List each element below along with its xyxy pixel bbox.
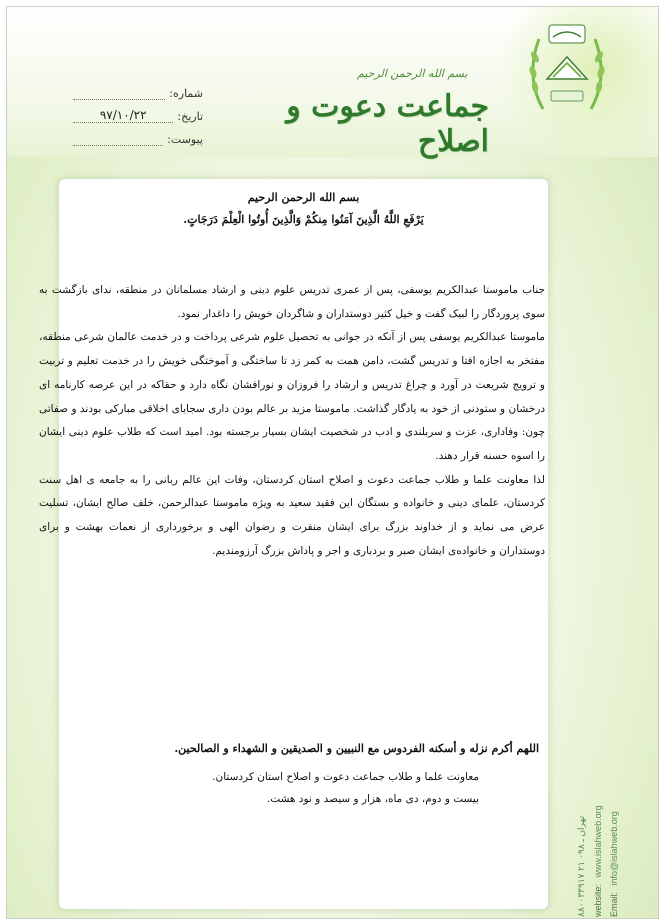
letter-date-words: بیست و دوم، دی ماه، هزار و سیصد و نود هشت. xyxy=(266,793,479,805)
letter-basmala: بسم الله الرحمن الرحیم xyxy=(247,191,360,204)
address-text: تهران ـ ۰۹۸ ۲۱ ۸۸۰۰۳۳۹۱۷ xyxy=(576,815,586,917)
attachment-label: پیوست: xyxy=(167,133,203,146)
organization-logo xyxy=(523,17,611,117)
date-row xyxy=(73,100,203,123)
number-value xyxy=(73,85,165,100)
letter-body xyxy=(39,279,545,563)
number-label: شماره: xyxy=(169,87,203,100)
body-paragraph: ماموستا عبدالکریم یوسفی پس از آنکه در جوانی به تحصیل علوم شرعی پرداخت و در خدمت عالمان شرعی منطقه، مفتخر به اجازه افتا و تدریس گشت، دامن همت به کمر زد تا ساختگی و آموختگی خویش را در خدمت تعلیم و تربیت و ترویج شریعت در آورد و چراغ تدریس و ارشاد را فروزان و نورافشان نگاه دارد و حقاکه در این عرصه کارنامه ای درخشان و ستودنی از خود به یادگار گذاشت. ماموستا مزید بر عالم بودن داری سجایای اخلاقی مبارکی بودند و صفاتی چون: وفاداری، عزت و سربلندی و ادب در شخصیت ایشان بسیار برجسته بود. امید است که طلاب علوم دینی ایشان را اسوه حسنه قرار دهند. xyxy=(39,331,545,462)
date-value: ۹۷/۱۰/۲۲ xyxy=(73,108,173,123)
letter-meta xyxy=(73,77,203,146)
contact-website xyxy=(593,805,603,917)
signature-line: معاونت علما و طلاب جماعت دعوت و اصلاح استان کردستان. xyxy=(212,771,479,783)
contact-email xyxy=(609,811,619,917)
website-link[interactable]: www.islahweb.org xyxy=(593,805,603,878)
email-link[interactable]: info@islahweb.org xyxy=(609,811,619,886)
attachment-value xyxy=(73,131,163,146)
body-paragraph: جناب ماموستا عبدالکریم یوسفی، پس از عمری تدریس علوم دینی و ارشاد مسلمانان در منطقه، ندای بازگشت به سوی پروردگار را لبیک گفت و خیل کثیر دوستداران و شاگردان خویش را داغدار نمود. xyxy=(39,284,545,320)
letterhead-page xyxy=(6,6,659,919)
header-basmala: بسم الله الرحمن الرحیم xyxy=(357,67,468,80)
closing-prayer: اللهم أکرم نزله و أسکنه الفردوس مع النبیین و الصدیقین و الشهداء و الصالحین. xyxy=(174,742,539,755)
logo-emblem-icon xyxy=(523,17,611,117)
number-row xyxy=(73,77,203,100)
contact-address xyxy=(576,816,587,917)
letter-card xyxy=(39,179,548,909)
date-label: تاریخ: xyxy=(177,110,203,123)
body-paragraph: لذا معاونت علما و طلاب جماعت دعوت و اصلاح استان کردستان، وفات این عالم ربانی را به جامعه ی اهل سنت کردستان، علمای دینی و خانواده و بستگان این فقید سعید به ویژه ماموستا عبدالرحمن، خلف صالح ایشان، تسلیت عرض می نماید و از خداوند بزرگ برای ایشان منفرت و رضوان الهی و برخورداری از نعمات بهشت و برای دوستداران و خانواده‌ی ایشان صبر و بردباری و اجر و پاداش بزرگ آرزومندیم. xyxy=(39,473,545,557)
organization-title: جماعت دعوت و اصلاح xyxy=(286,89,489,159)
quran-verse: يَرْفَعِ اللَّهُ الَّذِينَ آمَنُوا مِنكُمْ وَالَّذِينَ أُوتُوا الْعِلْمَ دَرَجَاتٍ. xyxy=(183,213,424,226)
email-label: Email: xyxy=(609,891,619,917)
contact-info xyxy=(569,697,659,917)
website-label: website: xyxy=(593,883,603,917)
attachment-row xyxy=(73,123,203,146)
